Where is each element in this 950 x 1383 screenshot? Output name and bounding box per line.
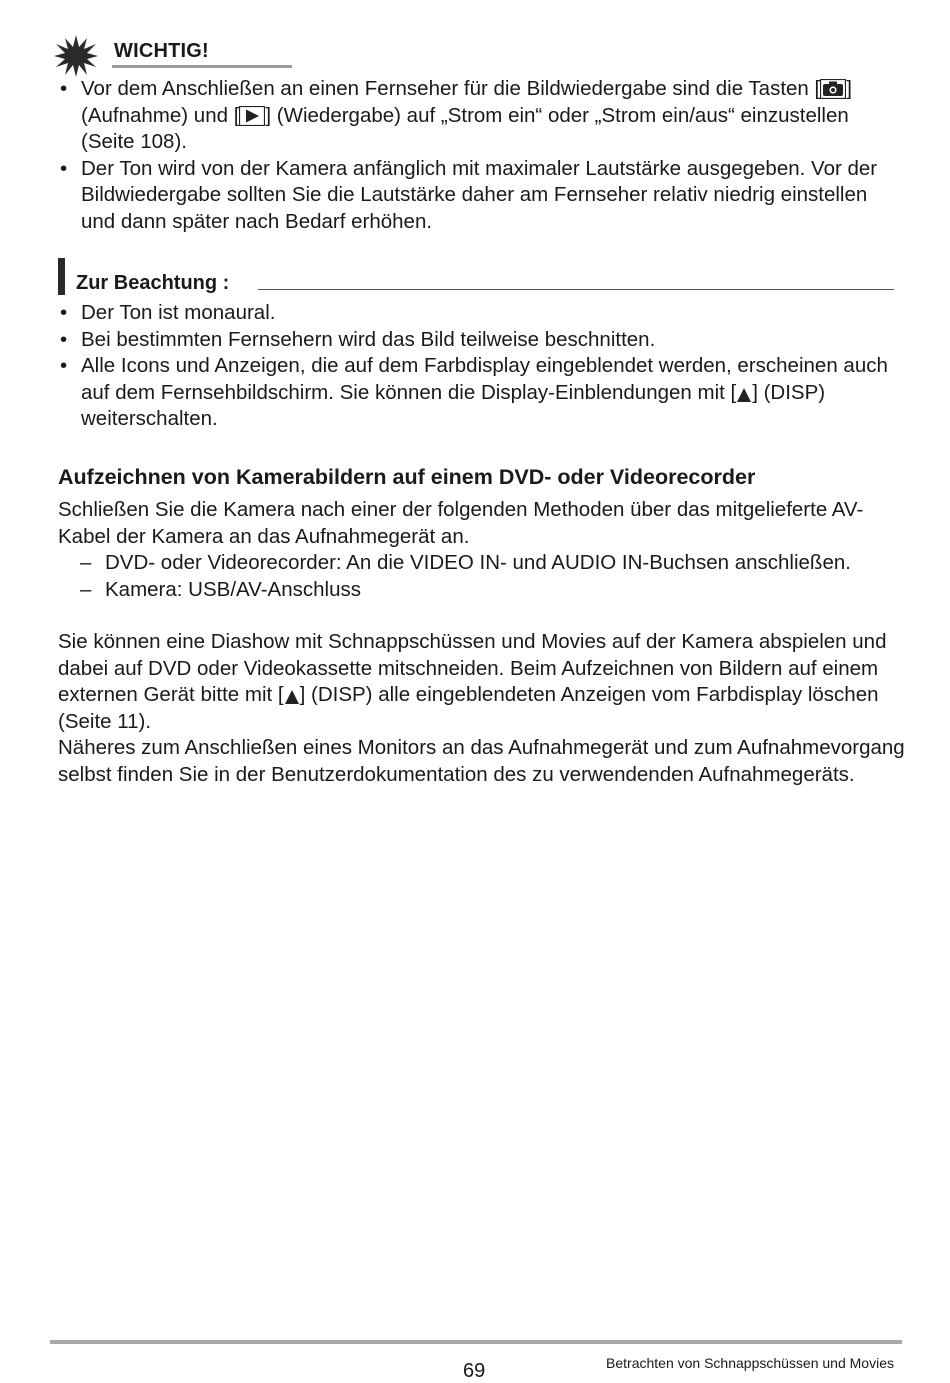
item-text: Der Ton ist monaural. <box>81 301 276 324</box>
item-text: Kamera: USB/AV-Anschluss <box>105 577 361 601</box>
item-text: Bei bestimmten Fernsehern wird das Bild teilweise beschnitten. <box>81 327 656 351</box>
note-bar <box>58 258 65 295</box>
list-item <box>58 327 898 354</box>
list-item <box>58 300 898 327</box>
list-item <box>58 577 908 604</box>
item-text-pre: Vor dem Anschließen an einen Fernseher für die Bildwiedergabe sind die Tasten [ <box>81 77 821 100</box>
item-text-post: ] (Wiedergabe) auf „Strom ein“ oder „Strom ein/aus“ einzustellen (Seite 108). <box>81 103 849 153</box>
up-triangle-icon <box>284 689 300 705</box>
note-title: Zur Beachtung : <box>76 272 230 294</box>
wichtig-header <box>54 34 244 74</box>
wichtig-title: WICHTIG! <box>114 40 209 62</box>
bullet: • <box>60 77 68 100</box>
list-item <box>58 156 898 236</box>
dash: – <box>80 551 92 574</box>
note-list <box>58 300 898 433</box>
up-triangle-icon <box>736 387 752 403</box>
section-paragraph-2 <box>58 629 908 735</box>
play-icon <box>239 106 265 126</box>
item-text-mid: ] (Aufnahme) und [ <box>81 77 852 127</box>
footer-rule <box>50 1340 902 1344</box>
item-text-post: ] (DISP) weiterschalten. <box>81 380 826 430</box>
section-title: Aufzeichnen von Kamerabildern auf einem DVD- oder Videorecorder <box>58 465 756 489</box>
connection-list <box>58 550 908 603</box>
page-number: 69 <box>463 1360 486 1382</box>
warning-burst-icon <box>54 34 98 78</box>
paragraph-text-post: ] (DISP) alle eingeblendeten Anzeigen vom Farbdisplay löschen (Seite 11). <box>58 683 879 733</box>
list-item <box>58 353 898 433</box>
wichtig-underline <box>112 65 292 68</box>
list-item <box>58 76 898 156</box>
bullet: • <box>60 327 68 351</box>
section-paragraph-3: Näheres zum Anschließen eines Monitors an das Aufnahmegerät und zum Aufnahmevorgang selbst finden Sie in der Benutzerdokumentation des zu verwendenden Aufnahmegeräts. <box>58 736 905 786</box>
bullet: • <box>60 354 68 377</box>
list-item <box>58 550 908 577</box>
item-text: Der Ton wird von der Kamera anfänglich mit maximaler Lautstärke ausgegeben. Vor der Bildwiedergabe sollten Sie die Lautstärke daher am Fernseher relativ niedrig einstellen und dann später nach Bedarf erhöhen. <box>81 156 878 233</box>
note-header <box>56 258 896 296</box>
note-rule <box>258 289 894 290</box>
wichtig-list <box>58 76 898 235</box>
bullet: • <box>60 156 68 180</box>
item-text: DVD- oder Videorecorder: An die VIDEO IN- und AUDIO IN-Buchsen anschließen. <box>105 551 851 574</box>
item-text-pre: Alle Icons und Anzeigen, die auf dem Farbdisplay eingeblendet werden, erscheinen auch auf dem Fernsehbildschirm. Sie können die Display-Einblendungen mit [ <box>81 354 888 404</box>
footer-chapter-title: Betrachten von Schnappschüssen und Movies <box>606 1355 894 1371</box>
bullet: • <box>60 301 68 324</box>
camera-icon <box>820 79 846 99</box>
dash: – <box>80 577 92 601</box>
paragraph-text-pre: Sie können eine Diashow mit Schnappschüssen und Movies auf der Kamera abspielen und dabei auf DVD oder Videokassette mitschneiden. Beim Aufzeichnen von Bildern auf einem externen Gerät bitte mit [ <box>58 630 887 706</box>
section-paragraph-1: Schließen Sie die Kamera nach einer der folgenden Methoden über das mitgelieferte AV-Kabel der Kamera an das Aufnahmegerät an. <box>58 498 864 548</box>
